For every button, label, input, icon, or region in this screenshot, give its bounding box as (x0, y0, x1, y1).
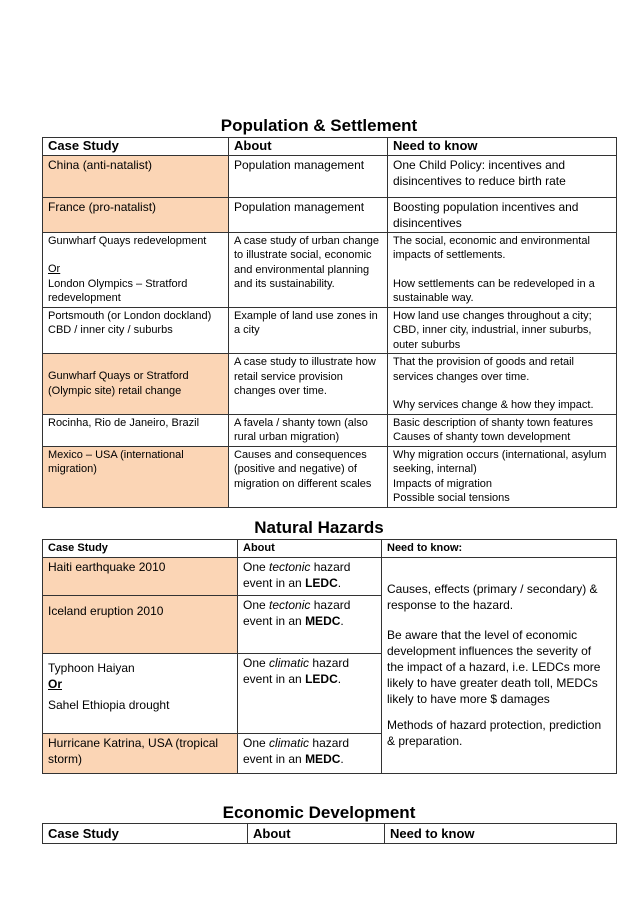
or-label: Or (48, 676, 63, 691)
about-cell: A case study to illustrate how retail service provision changes over time. (229, 354, 388, 415)
about-cell: Example of land use zones in a city (229, 307, 388, 354)
case-text: Gunwharf Quays redevelopment (48, 234, 207, 247)
about-cell: A favela / shanty town (also rural urban migration) (229, 414, 388, 446)
case-text: Gunwharf Quays or Stratford (Olympic site) retail change (48, 370, 189, 397)
need-cell (388, 414, 617, 446)
need-text: Impacts of migration (393, 477, 493, 490)
need-cell: One Child Policy: incentives and disincentives to reduce birth rate (388, 155, 617, 197)
case-text: Sahel Ethiopia drought (48, 697, 170, 712)
need-text: The social, economic and environmental impacts of settlements. (393, 234, 590, 261)
header-need-to-know: Need to know (385, 824, 617, 844)
need-text: Why migration occurs (international, asylum seeking, internal) (393, 448, 607, 475)
population-table (42, 137, 617, 508)
case-cell (43, 232, 229, 307)
header-about: About (229, 138, 388, 156)
table-row (43, 307, 617, 354)
about-cell: One climatic hazard event in an LEDC. (238, 653, 382, 733)
case-cell: Haiti earthquake 2010 (43, 557, 238, 595)
section-title-population: Population & Settlement (220, 116, 418, 135)
section-title-hazards: Natural Hazards (254, 518, 384, 537)
case-cell: Hurricane Katrina, USA (tropical storm) (43, 733, 238, 773)
about-cell: Population management (229, 155, 388, 197)
header-case-study: Case Study (43, 824, 248, 844)
case-cell (43, 653, 238, 733)
need-cell (388, 354, 617, 415)
need-text: Possible social tensions (393, 492, 510, 504)
need-text: Be aware that the level of economic development influences the severity of the impact of a hazard, i.e. LEDCs more likely to have greater death toll, MEDCs likely to have more $ damages (387, 628, 601, 706)
case-cell: Rocinha, Rio de Janeiro, Brazil (43, 414, 229, 446)
table-row (43, 354, 617, 415)
need-text: Why services change & how they impact. (393, 399, 594, 411)
table-header-row (43, 824, 617, 844)
table-row (43, 446, 617, 507)
case-cell: Mexico – USA (international migration) (43, 446, 229, 507)
case-cell (43, 354, 229, 415)
need-cell (382, 557, 617, 773)
case-cell: China (anti-natalist) (43, 155, 229, 197)
need-text: Basic description of shanty town features (393, 416, 593, 429)
or-label: Or (48, 263, 61, 275)
table-row (43, 155, 617, 197)
table-header-row (43, 540, 617, 558)
header-need-to-know: Need to know: (382, 540, 617, 558)
economic-table (42, 823, 617, 844)
table-header-row (43, 138, 617, 156)
header-case-study: Case Study (43, 540, 238, 558)
hazards-table (42, 539, 617, 774)
table-row (43, 232, 617, 307)
about-cell: Population management (229, 197, 388, 232)
case-cell: Portsmouth (or London dockland) CBD / inner city / suburbs (43, 307, 229, 354)
header-need-to-know: Need to know (388, 138, 617, 156)
about-cell: Causes and consequences (positive and negative) of migration on different scales (229, 446, 388, 507)
about-cell: One tectonic hazard event in an MEDC. (238, 595, 382, 653)
need-text: Causes of shanty town development (393, 431, 571, 443)
need-text: How settlements can be redeveloped in a sustainable way. (393, 277, 595, 304)
header-case-study: Case Study (43, 138, 229, 156)
need-cell (388, 232, 617, 307)
about-cell: One tectonic hazard event in an LEDC. (238, 557, 382, 595)
about-cell: One climatic hazard event in an MEDC. (238, 733, 382, 773)
case-text: London Olympics – Stratford redevelopment (48, 277, 188, 304)
need-cell: Boosting population incentives and disincentives (388, 197, 617, 232)
section-title-economic: Economic Development (222, 803, 416, 822)
about-cell: A case study of urban change to illustrate social, economic and environmental planning and its sustainability. (229, 232, 388, 307)
need-cell (388, 446, 617, 507)
case-text: Typhoon Haiyan (48, 660, 135, 675)
need-text: That the provision of goods and retail services changes over time. (393, 356, 575, 383)
need-text: Methods of hazard protection, prediction & preparation. (387, 718, 602, 748)
table-row (43, 197, 617, 232)
case-cell: France (pro-natalist) (43, 197, 229, 232)
need-text: Causes, effects (primary / secondary) & response to the hazard. (387, 582, 598, 612)
table-row (43, 557, 617, 595)
header-about: About (238, 540, 382, 558)
table-row (43, 414, 617, 446)
header-about: About (248, 824, 385, 844)
need-cell: How land use changes throughout a city; CBD, inner city, industrial, inner suburbs, outer suburbs (388, 307, 617, 354)
case-cell: Iceland eruption 2010 (43, 595, 238, 653)
